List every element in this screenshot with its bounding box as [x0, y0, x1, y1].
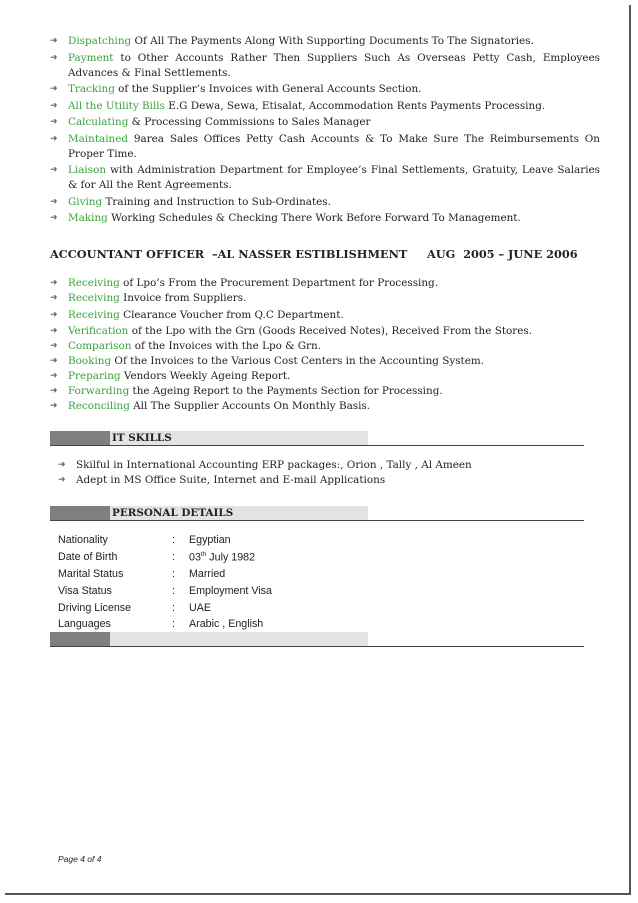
list-item: ➜ Maintained 9area Sales Offices Petty Cash Accounts & To Make Sure The Reimbursements On Proper Time. — [50, 132, 600, 160]
table-row: Marital Status : Married — [58, 567, 226, 580]
table-row: Visa Status : Employment Visa — [58, 584, 272, 597]
list-item: ➜ Preparing Vendors Weekly Ageing Report. — [50, 370, 291, 382]
personal-details-table — [58, 532, 272, 633]
header-bar-dark — [50, 431, 110, 445]
list-item: ➜ Verification of the Lpo with the Grn (Goods Received Notes), Received From the Stores. — [50, 325, 532, 337]
page-number: Page 4 of 4 — [58, 854, 102, 864]
list-item: ➜ Making Working Schedules & Checking There Work Before Forward To Management. — [50, 212, 521, 224]
list-item: ➜ Dispatching Of All The Payments Along With Supporting Documents To The Signatories. — [50, 35, 534, 47]
personal-details-header — [50, 506, 584, 521]
arrow-bullet-icon: ➜ — [50, 326, 58, 336]
it-skills-header — [50, 431, 584, 446]
table-row: Date of Birth : 03th July 1982 — [58, 550, 256, 564]
arrow-bullet-icon: ➜ — [50, 356, 58, 366]
list-item: ➜ Receiving Invoice from Suppliers. — [50, 292, 247, 304]
table-row: Driving License : UAE — [58, 601, 211, 614]
arrow-bullet-icon: ➜ — [50, 341, 58, 351]
list-item: ➜ All the Utility Bills E.G Dewa, Sewa, Etisalat, Accommodation Rents Payments Processing. — [50, 99, 546, 112]
table-row: Nationality : Egyptian — [58, 534, 231, 547]
list-item: ➜ Booking Of the Invoices to the Various Cost Centers in the Accounting System. — [50, 355, 485, 367]
arrow-bullet-icon: ➜ — [50, 278, 58, 288]
list-item: ➜ Tracking of the Supplier’s Invoices with General Accounts Section. — [50, 83, 422, 95]
arrow-bullet-icon: ➜ — [50, 386, 58, 396]
arrow-bullet-icon: ➜ — [50, 36, 58, 46]
arrow-bullet-icon: ➜ — [50, 84, 58, 94]
arrow-bullet-icon: ➜ — [58, 460, 66, 470]
footer-bar-dark — [50, 632, 110, 646]
list-item: ➜ Comparison of the Invoices with the Lpo & Grn. — [50, 340, 321, 352]
arrow-bullet-icon: ➜ — [50, 52, 58, 63]
list-item: ➜ Receiving of Lpo’s From the Procurement Department for Processing. — [50, 277, 439, 289]
list-item: ➜ Calculating & Processing Commissions to Sales Manager — [50, 116, 371, 128]
section-end-bar — [50, 632, 584, 647]
arrow-bullet-icon: ➜ — [50, 371, 58, 381]
list-item: ➜ Adept in MS Office Suite, Internet and E-mail Applications — [58, 474, 386, 486]
table-row: Languages : Arabic , English — [58, 618, 264, 631]
arrow-bullet-icon: ➜ — [50, 309, 58, 320]
duties-list-1 — [50, 34, 600, 228]
it-skills-list — [58, 458, 558, 488]
footer-bar-light — [110, 632, 368, 646]
arrow-bullet-icon: ➜ — [50, 117, 58, 127]
arrow-bullet-icon: ➜ — [50, 213, 58, 223]
list-item: ➜ Receiving Clearance Voucher from Q.C Department. — [50, 308, 344, 321]
arrow-bullet-icon: ➜ — [50, 133, 58, 144]
list-item: ➜ Forwarding the Ageing Report to the Payments Section for Processing. — [50, 385, 443, 397]
header-bar-dark — [50, 506, 110, 520]
arrow-bullet-icon: ➜ — [58, 475, 66, 485]
section-title: PERSONAL DETAILS — [112, 507, 234, 519]
list-item: ➜ Reconciling All The Supplier Accounts On Monthly Basis. — [50, 400, 371, 412]
arrow-bullet-icon: ➜ — [50, 293, 58, 303]
arrow-bullet-icon: ➜ — [50, 165, 58, 175]
list-item: ➜ Giving Training and Instruction to Sub-Ordinates. — [50, 195, 331, 208]
job-heading: ACCOUNTANT OFFICER –AL NASSER ESTIBLISHMENT AUG 2005 – JUNE 2006 — [50, 247, 578, 261]
list-item: ➜ Payment to Other Accounts Rather Then Suppliers Such As Overseas Petty Cash, Employees Advances & Final Settlements. — [50, 51, 600, 79]
list-item: ➜ Liaison with Administration Department for Employee’s Final Settlements, Gratuity, Leave Salaries & for All the Rent Agreements. — [50, 164, 600, 191]
arrow-bullet-icon: ➜ — [50, 401, 58, 411]
arrow-bullet-icon: ➜ — [50, 100, 58, 111]
list-item: ➜ Skilful in International Accounting ERP packages:, Orion , Tally , Al Ameen — [58, 459, 472, 471]
duties-list-2 — [50, 276, 600, 414]
arrow-bullet-icon: ➜ — [50, 196, 58, 207]
section-title: IT SKILLS — [112, 432, 172, 444]
